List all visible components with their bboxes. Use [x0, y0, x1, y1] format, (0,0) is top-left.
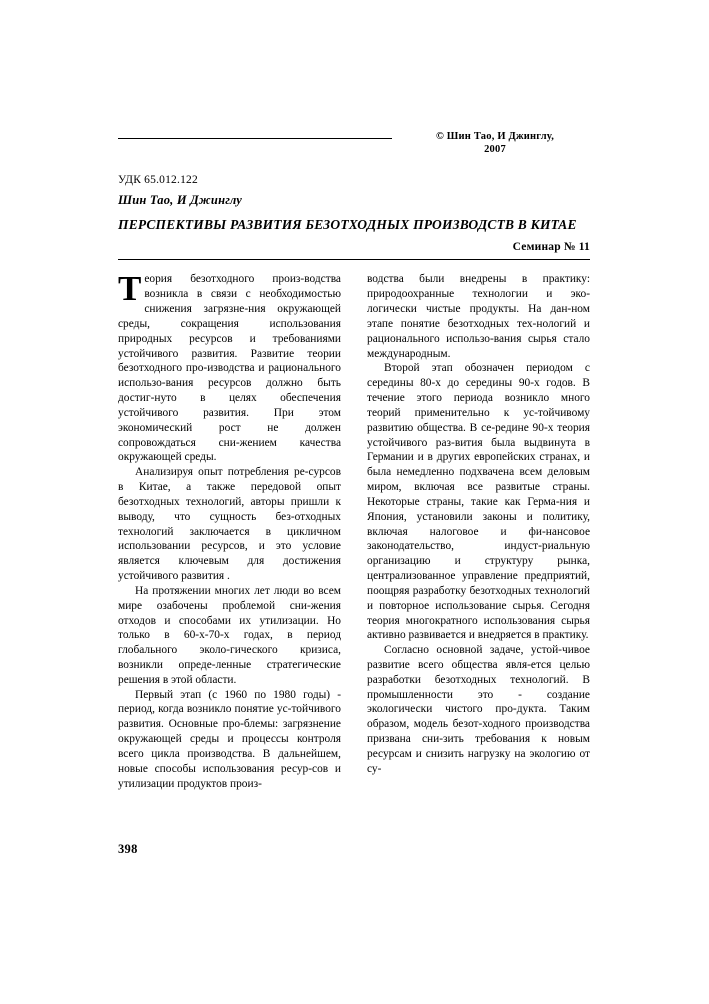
paragraph: На протяжении многих лет люди во всем мире озабочены проблемой сни-жения отходов и способами их утилизации. Но только в 60-х-70-х годах, в период глобального эколо-гического кризиса, возникли опреде-ленные стратегические решения в этой области. [118, 584, 341, 686]
page-number: 398 [118, 842, 138, 856]
page-title: ПЕРСПЕКТИВЫ РАЗВИТИЯ БЕЗОТХОДНЫХ ПРОИЗВОДСТВ В КИТАЕ [118, 217, 577, 232]
copyright-text [400, 130, 590, 156]
author-names: Шин Тао, И Джинглу [118, 193, 243, 207]
paragraph [118, 269, 341, 465]
article-content [118, 130, 590, 791]
copyright-line-1: © Шин Тао, И Джинглу, [435, 131, 555, 142]
copyright-line-2: 2007 [484, 144, 506, 156]
udk-code: УДК 65.012.122 [118, 174, 198, 186]
drop-cap: Т [118, 269, 142, 309]
paragraph: Второй этап обозначен периодом с середины 80-х до середины 90-х годов. В течение этого периода возникло много теорий применительно к ус-тойчивому развитию общества. В се-редине 90-х теория устойчивого раз-вития была выдвинута в Германии и в других европейских странах, и была немедленно подхвачена всем деловым миром, включая все развитые страны. Некоторые страны, такие как Герма-ния и Япония, установили законы и политику, включая налоговое и фи-нансовое законодательство, индуст-риальную организацию и структуру рынка, централизованное управление предприятий, поощряя разработку безотходных технологий и повторное использование сырья. Сегодня теория многократного использования сырья активно развивается и внедряется в практику. [367, 362, 590, 642]
paragraph: Первый этап (с 1960 по 1980 годы) - период, когда возникло понятие ус-тойчивого развития. Основные про-блемы: загрязнение окружающей среды и процессы контроля всего цикла производства. В дальнейшем, новые способы использования ресур-сов и утилизации продуктов произ- [118, 688, 341, 790]
seminar-label: Семинар № 11 [512, 241, 590, 254]
paragraph: Анализируя опыт потребления ре-сурсов в Китае, а также передовой опыт безотходных технологий, авторы пришли к выводу, что сущность без-отходных технологий заключается в цикличном использовании ресурсов, и это условие является ключевым для достижения устойчивого развития . [118, 466, 341, 583]
paragraph: Согласно основной задаче, устой-чивое развитие всего общества явля-ется целью разработки безотходных технологий. В промышленности это - создание экологически чистого про-дукта. Таким образом, модель безот-ходного производства призвана сни-зить требования к новым ресурсам и снизить нагрузку на экологию от су- [367, 644, 590, 775]
body-columns [118, 269, 590, 791]
paragraph-text: еория безотходного произ-водства возникла в связи с необходимостью снижения загрязне-ния окружающей среды, сокращения использования природных ресурсов и требованиями устойчивого развития. Развитие теории безотходного про-изводства и рационального использо-вания ресурсов должно быть достиг-нуто в целях обеспечения устойчивого развития. При этом экономический рост не должен сопровождаться сни-жением качества окружающей среды. [118, 273, 341, 464]
copyright-block [118, 130, 590, 158]
paragraph: водства были внедрены в практику: природоохранные технологии и эко-логически чистые продукты. На дан-ном этапе понятие безотходных тех-нологий и рационального использо-вания сырья стало международным. [367, 273, 590, 360]
header-divider [118, 259, 590, 260]
copyright-rule [118, 138, 392, 139]
right-column [367, 272, 590, 791]
left-column [118, 269, 341, 791]
